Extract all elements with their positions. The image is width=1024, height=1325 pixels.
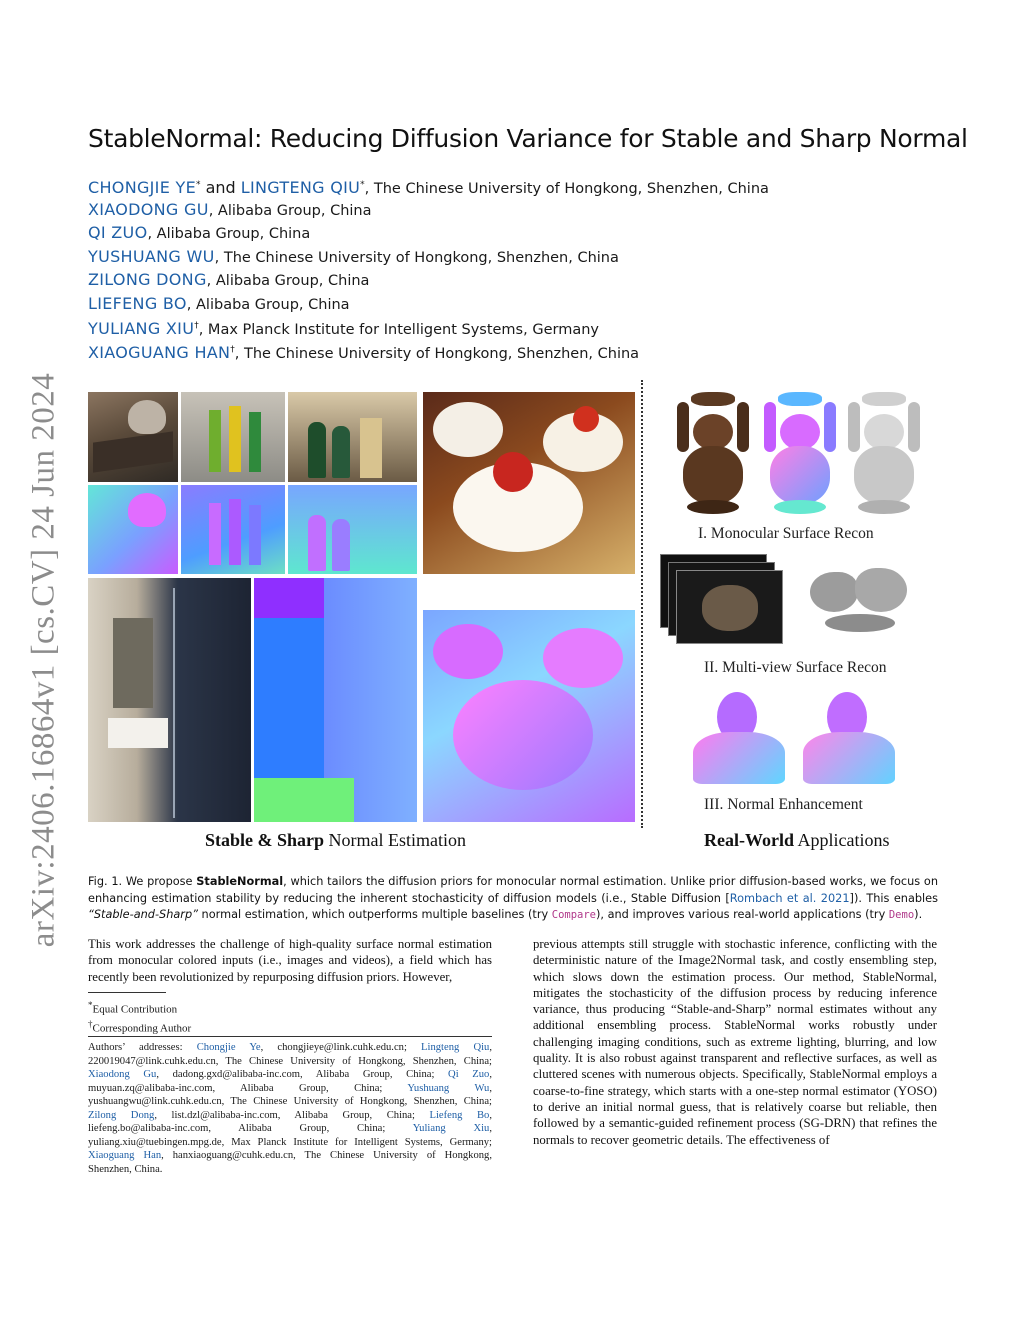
arxiv-id: arXiv:2406.16864v1 [cs.CV] 24 Jun 2024 <box>25 372 62 948</box>
author-affiliation: , The Chinese University of Hongkong, Shenzhen, China <box>234 345 640 362</box>
author-name[interactable]: QI ZUO <box>88 223 148 242</box>
equal-mark: * <box>195 180 201 190</box>
normal-map-bottles <box>288 485 417 574</box>
author-line-2 <box>88 198 968 222</box>
dagger-mark: † <box>194 321 199 331</box>
footnote-equal <box>88 998 492 1017</box>
author-name[interactable]: YUSHUANG WU <box>88 246 215 266</box>
dagger-mark: † <box>230 344 235 355</box>
author-affiliation: , Alibaba Group, China <box>206 273 370 289</box>
caption-text: normal estimation, which outperforms multiple baselines (try <box>197 908 552 921</box>
author-name[interactable]: LIEFENG BO <box>88 293 187 313</box>
author-line-4 <box>88 245 968 269</box>
author-address-link[interactable]: Yushuang Wu <box>407 1082 490 1094</box>
address-text: Authors’ addresses: <box>88 1042 197 1053</box>
caption-bold: Stable & Sharp <box>205 830 325 850</box>
address-text: , yushuangwu@link.cuhk.edu.cn, The Chinese University of Hongkong, Shenzhen, China; <box>88 1082 492 1107</box>
teaser-figure <box>88 392 936 857</box>
rgb-photo-bathroom <box>88 578 251 822</box>
buddha-normal <box>760 392 840 517</box>
app-label-enhancement: III. Normal Enhancement <box>704 796 863 813</box>
caption-text: ). <box>914 908 923 921</box>
footnote-mark: † <box>88 1019 93 1030</box>
rgb-photo-cat <box>88 392 178 482</box>
left-section-caption <box>205 830 466 851</box>
footnote-corresponding <box>88 1017 492 1036</box>
author-affiliation: , Alibaba Group, China <box>147 226 311 242</box>
author-affiliation: , Alibaba Group, China <box>186 296 350 313</box>
author-line-6 <box>88 292 968 316</box>
author-line-7 <box>88 315 968 339</box>
author-addresses <box>88 1041 492 1176</box>
author-line-3 <box>88 221 968 245</box>
buddha-mesh <box>844 392 924 517</box>
author-name[interactable]: YULIANG XIU <box>88 318 195 338</box>
address-text: , 220019047@link.cuhk.edu.cn, The Chinese University of Hongkong, Shenzhen, China; <box>88 1042 492 1067</box>
caption-emphasis: “Stable-and-Sharp” <box>88 908 198 921</box>
rgb-photo-rack <box>181 392 285 482</box>
rgb-photo-bottles <box>288 392 417 482</box>
author-address-link[interactable]: Xiaoguang Han <box>88 1150 162 1161</box>
author-affiliation: , Alibaba Group, China <box>208 202 372 219</box>
address-text: , liefeng.bo@alibaba-inc.com, Alibaba Group, China; <box>88 1109 492 1134</box>
address-text: , dadong.gxd@alibaba-inc.com, Alibaba Group, China; <box>156 1069 449 1080</box>
author-affiliation: , Max Planck Institute for Intelligent Systems, Germany <box>198 321 599 338</box>
author-line-8 <box>88 339 968 363</box>
author-address-link[interactable]: Xiaodong Gu <box>88 1069 157 1080</box>
bird-mesh <box>800 558 920 643</box>
author-address-link[interactable]: Yuliang Xiu <box>412 1123 490 1134</box>
portrait-normal-2 <box>801 690 897 785</box>
author-name[interactable]: CHONGJIE YE <box>88 177 196 197</box>
equal-mark: * <box>360 180 365 190</box>
author-name[interactable]: ZILONG DONG <box>88 270 207 289</box>
compare-link[interactable]: Compare <box>551 909 597 921</box>
address-text: , chongjieye@link.cuhk.edu.cn; <box>260 1042 422 1053</box>
buddha-rgb <box>673 392 753 517</box>
demo-link[interactable]: Demo <box>888 909 915 921</box>
rgb-photo-cupcakes <box>423 392 635 574</box>
author-address-link[interactable]: Qi Zuo <box>448 1069 490 1080</box>
author-address-link[interactable]: Zilong Dong <box>88 1109 155 1121</box>
right-section-caption <box>704 830 890 851</box>
address-rule <box>88 1036 492 1037</box>
figure-caption <box>88 874 938 924</box>
figure-divider <box>641 380 643 828</box>
portrait-normal-1 <box>691 690 787 785</box>
author-list <box>88 174 968 362</box>
method-name: StableNormal <box>196 875 284 888</box>
author-name[interactable]: LINGTENG QIU <box>240 177 361 197</box>
author-affiliation: , The Chinese University of Hongkong, Shenzhen, China <box>214 249 619 266</box>
abstract-right-column: previous attempts still struggle with stochastic inference, conflicting with the deterministic nature of the Image2Normal task, and costly ensembling step, which slows down the estimation process. Our method, StableNormal, mitigates the stochasticity of the diffusion process by reducing inference variance, thus producing “Stable-and-Sharp” normal estimates without any additional ensembling process. StableNormal works robustly under challenging imaging conditions, such as extreme lighting, blurring, and low quality. It is also robust against transparent and reflective surfaces, as well as cluttered scenes with numerous objects. Specifically, StableNormal employs a coarse-to-fine strategy, which starts with a one-step normal estimator (YOSO) to derive an initial normal guess, that is relatively coarse but reliable, then followed by a semantic-guided refinement process (SG-DRN) that refines the normals to recover geometric details. The effectiveness of <box>533 937 937 1147</box>
caption-text: Fig. 1. We propose <box>88 875 197 888</box>
author-line-5 <box>88 268 968 292</box>
caption-text: , which tailors the diffusion priors for monocular normal estimation. Unlike prior diffusion-based works, we focus on enhancing estimation stability by reducing the inherent stochasticity of diffusion models (i.e., Stable Diffusion [ <box>88 875 939 905</box>
footnote-text: Corresponding Author <box>92 1022 192 1035</box>
caption-bold: Real-World <box>704 830 794 850</box>
normal-map-cat <box>88 485 178 574</box>
arxiv-sidebar <box>18 360 70 960</box>
author-address-link[interactable]: Lingteng Qiu <box>421 1042 490 1053</box>
normal-map-bathroom <box>254 578 417 822</box>
author-line-1 <box>88 174 968 198</box>
abstract-left-column: This work addresses the challenge of high-quality surface normal estimation from monocular colored inputs (i.e., images and videos), a field which has recently been revolutionized by repurposing diffusion priors. However, <box>88 937 492 984</box>
author-and: and <box>200 177 241 197</box>
author-address-link[interactable]: Liefeng Bo <box>429 1109 490 1121</box>
normal-map-cupcakes <box>423 610 635 822</box>
author-address-link[interactable]: Chongjie Ye <box>196 1042 261 1053</box>
app-label-multiview: II. Multi-view Surface Recon <box>704 659 887 676</box>
caption-rest: Applications <box>794 830 890 850</box>
address-text: , hanxiaoguang@cuhk.edu.cn, The Chinese University of Hongkong, Shenzhen, China. <box>88 1150 493 1175</box>
normal-map-rack <box>181 485 285 574</box>
caption-text: ), and improves various real-world applications (try <box>596 908 889 921</box>
author-affiliation: , The Chinese University of Hongkong, Shenzhen, China <box>364 180 769 197</box>
address-text: , yuliang.xiu@tuebingen.mpg.de, Max Planck Institute for Intelligent Systems, Germany; <box>88 1123 492 1148</box>
caption-rest: Normal Estimation <box>324 830 467 850</box>
multiview-frames <box>660 554 785 649</box>
footnotes <box>88 998 492 1036</box>
app-label-monocular: I. Monocular Surface Recon <box>698 525 874 542</box>
citation-link[interactable]: Rombach et al. 2021 <box>729 891 850 905</box>
footnote-rule <box>88 992 166 993</box>
footnote-text: Equal Contribution <box>92 1003 178 1016</box>
address-text: , muyuan.zq@alibaba-inc.com, Alibaba Group, China; <box>88 1069 492 1094</box>
address-text: , list.dzl@alibaba-inc.com, Alibaba Group, China; <box>154 1109 430 1121</box>
author-name[interactable]: XIAOGUANG HAN <box>88 342 231 362</box>
caption-text: ]). This enables <box>849 891 939 905</box>
paper-title: StableNormal: Reducing Diffusion Variance for Stable and Sharp Normal <box>88 124 968 153</box>
footnote-mark: * <box>88 1000 93 1010</box>
author-name[interactable]: XIAODONG GU <box>88 199 209 219</box>
